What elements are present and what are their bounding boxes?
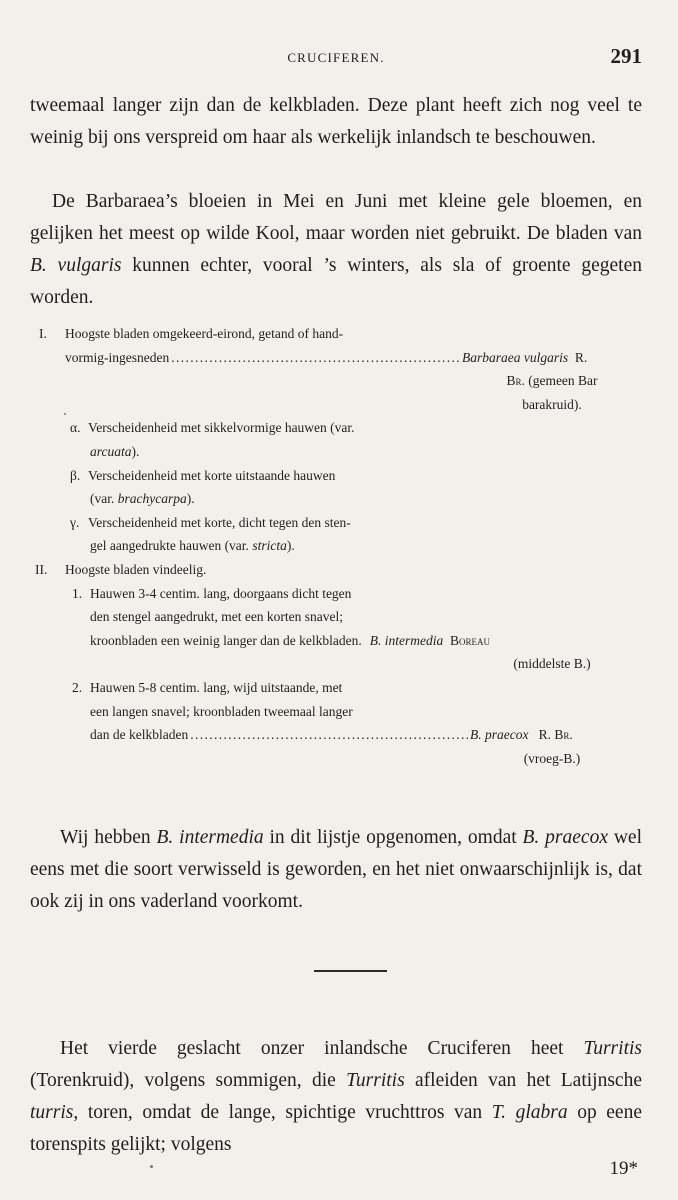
key-marker: II.: [35, 561, 48, 577]
key-text: kroonbladen een weinig langer dan de kelkbladen.: [90, 632, 362, 648]
key-result-common-cont: [462, 393, 642, 417]
variety-name: stricta: [252, 538, 287, 554]
leader-dots: [190, 723, 468, 747]
key-marker: I.: [39, 326, 47, 341]
running-title: CRUCIFEREN.: [287, 50, 385, 65]
key-marker: α.: [70, 420, 81, 436]
page-header: [30, 44, 642, 74]
author: Br.: [506, 373, 525, 389]
key-text: Verscheidenheid met korte, dicht tegen den sten-: [88, 514, 351, 530]
paragraph-text: (Torenkruid), volgens sommigen, die: [30, 1070, 347, 1091]
key-result-common: [462, 369, 642, 393]
key-entry-alpha: [30, 416, 642, 440]
key-entry-I-result: [30, 346, 642, 370]
key-entry-2: [30, 676, 642, 700]
key-text: Verscheidenheid met korte uitstaande hauwen: [88, 467, 336, 483]
author: R.: [574, 349, 588, 365]
key-entry-gamma-cont: [30, 534, 642, 558]
paragraph-text: op eene torenspits gelijkt; volgens: [30, 1102, 642, 1155]
species-name: Barbaraea vulgaris: [462, 349, 569, 365]
species-name: B. praecox: [470, 727, 529, 743]
paragraph-text: Het vierde geslacht onzer inlandsche Cruciferen heet: [60, 1038, 584, 1059]
genus-name: Turritis: [346, 1070, 405, 1091]
key-text: gel aangedrukte hauwen (var.: [90, 538, 253, 554]
species-name: B. vulgaris: [30, 255, 122, 276]
key-marker: 2.: [72, 679, 83, 695]
paragraph-text: , toren, omdat de lange, spichtige vruchttros van: [73, 1102, 492, 1123]
common-name: (gemeen Bar: [528, 373, 598, 389]
key-result: [470, 723, 642, 747]
key-text: ).: [131, 443, 140, 459]
key-entry-gamma: [30, 511, 642, 535]
paragraph-text: afleiden van het Latijnsche: [404, 1070, 642, 1091]
signature-mark: 19*: [609, 1158, 638, 1179]
key-text: Hauwen 5-8 centim. lang, wijd uitstaande, met: [90, 679, 343, 695]
key-entry-I: [30, 322, 642, 346]
paragraph-continuation: tweemaal langer zijn dan de kelkbladen. Deze plant heeft zich nog veel te weinig bij ons verspreid om haar als werkelijk inlandsch te beschouwen.: [30, 95, 642, 148]
key-text: Hauwen 3-4 centim. lang, doorgaans dicht tegen: [90, 585, 352, 601]
key-entry-alpha-cont: [30, 440, 642, 464]
key-result: [370, 629, 490, 653]
key-entry-1-result: [30, 629, 642, 653]
genus-name: Turritis: [583, 1038, 642, 1059]
author: Boreau: [450, 632, 491, 648]
species-name: B. intermedia: [369, 632, 444, 648]
key-entry-2-result: [30, 723, 642, 747]
paragraph-text: De Barbaraea’s bloeien in Mei en Juni met kleine gele bloemen, en gelijken het meest op wilde Kool, maar worden niet gebruikt. De bladen van: [30, 191, 642, 244]
species-name: B. intermedia: [156, 827, 264, 848]
key-entry-beta: [30, 464, 642, 488]
paragraph-text: kunnen echter, vooral ’s winters, als sla of groente gegeten worden.: [30, 255, 642, 308]
key-result-common: [462, 747, 642, 771]
author: R. Br.: [538, 727, 573, 743]
page-number: 291: [610, 44, 642, 68]
common-name: (vroeg-B.): [523, 750, 581, 766]
key-marker: γ.: [70, 514, 80, 530]
paragraph-text: wel eens met die soort verwisseld is geworden, en het niet onwaarschijnlijk is, dat ook zij in ons vaderland voorkomt.: [30, 827, 643, 912]
key-text: Hoogste bladen omgekeerd-eirond, getand of hand-: [65, 326, 344, 341]
common-name: (middelste B.): [513, 656, 591, 672]
key-text: den stengel aangedrukt, met een korten snavel;: [90, 609, 344, 625]
key-text: vormig-ingesneden: [65, 349, 170, 365]
variety-name: arcuata: [90, 443, 132, 459]
identification-key: [30, 322, 642, 770]
latin-word: turris: [30, 1102, 74, 1123]
key-entry-1-cont: [30, 605, 642, 629]
paragraph-text: in dit lijstje opgenomen, omdat: [263, 827, 523, 848]
key-marker: β.: [70, 467, 81, 483]
key-text: ).: [286, 538, 295, 554]
key-result-common: [462, 652, 642, 676]
key-entry-1: [30, 582, 642, 606]
key-entry-II: [30, 558, 642, 582]
key-text: ).: [186, 491, 195, 507]
paragraph-turritis: [30, 1033, 642, 1161]
key-entry-beta-cont: [30, 487, 642, 511]
key-marker: 1.: [72, 585, 83, 601]
section-divider: [314, 970, 387, 972]
print-speck: [64, 413, 66, 415]
key-text: Verscheidenheid met sikkelvormige hauwen (var.: [88, 420, 355, 436]
paragraph-barbaraea: [30, 186, 642, 314]
key-text: dan de kelkbladen: [90, 727, 189, 743]
common-name: barakruid).: [522, 396, 582, 412]
print-speck: [150, 1165, 153, 1168]
species-name: B. praecox: [522, 827, 608, 848]
key-text: Hoogste bladen vindeelig.: [65, 561, 207, 577]
paragraph-text: Wij hebben: [60, 827, 157, 848]
key-text: een langen snavel; kroonbladen tweemaal langer: [90, 703, 353, 719]
leader-dots: [171, 346, 460, 370]
key-result: [462, 346, 642, 370]
paragraph-intermedia: [30, 822, 642, 918]
key-text: (var.: [90, 491, 118, 507]
species-name: T. glabra: [491, 1102, 568, 1123]
key-entry-2-cont: [30, 700, 642, 724]
variety-name: brachycarpa: [117, 491, 187, 507]
